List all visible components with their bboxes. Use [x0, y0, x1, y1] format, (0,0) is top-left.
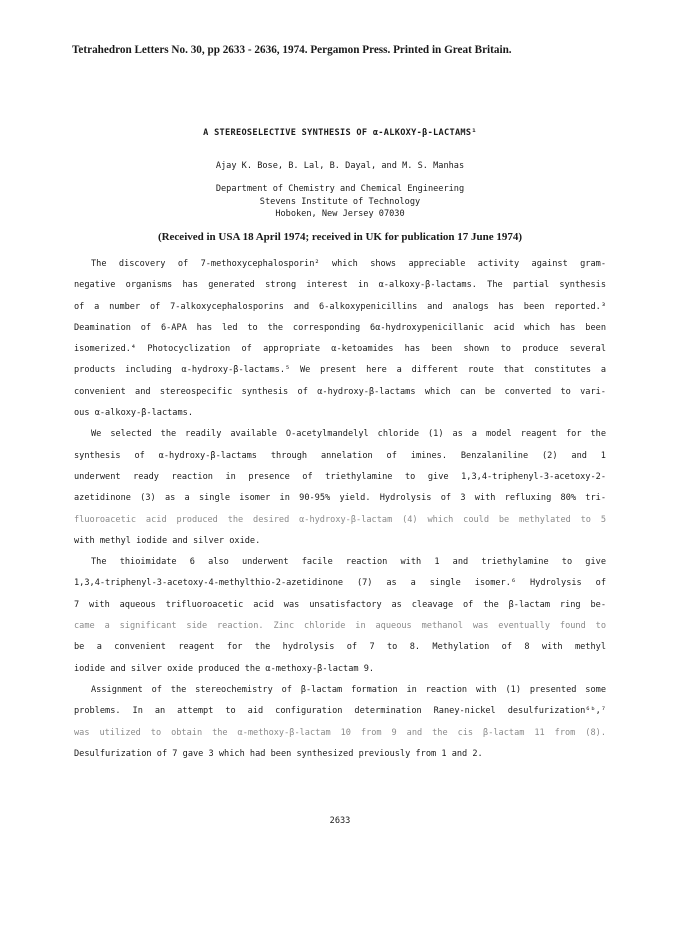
affiliation-line: Stevens Institute of Technology: [259, 196, 421, 207]
text-line: problems. In an attempt to aid configuration determination Raney-nickel desulfurization⁶ᵇ,⁷: [74, 706, 606, 717]
text-line: ous α-alkoxy-β-lactams.: [74, 408, 193, 419]
paragraph-4: [74, 680, 606, 765]
text-line: azetidinone (3) as a single isomer in 90-95% yield. Hydrolysis of 3 with refluxing 80% tri-: [74, 493, 606, 504]
text-line: iodide and silver oxide produced the α-methoxy-β-lactam 9.: [74, 663, 375, 674]
text-line: products including α-hydroxy-β-lactams.⁵ We present here a different route that constitutes a: [74, 365, 606, 376]
article-body: [74, 254, 606, 765]
text-line: underwent ready reaction in presence of triethylamine to give 1,3,4-triphenyl-3-acetoxy-2-: [74, 471, 606, 482]
text-line: 1,3,4-triphenyl-3-acetoxy-4-methylthio-2-azetidinone (7) as a single isomer.⁶ Hydrolysis of: [74, 578, 606, 589]
text-line: of a number of 7-alkoxycephalosporins and 6-alkoxypenicillins and analogs has been reported.³: [74, 301, 606, 312]
text-line: fluoroacetic acid produced the desired α-hydroxy-β-lactam (4) which could be methylated to 5: [74, 514, 606, 525]
text-line: Desulfurization of 7 gave 3 which had been synthesized previously from 1 and 2.: [74, 748, 483, 759]
text-line: negative organisms has generated strong interest in α-alkoxy-β-lactams. The partial synthesis: [74, 280, 606, 291]
text-line: We selected the readily available O-acetylmandelyl chloride (1) as a model reagent for the: [91, 429, 606, 440]
paragraph-2: [74, 424, 606, 552]
text-line: The thioimidate 6 also underwent facile reaction with 1 and triethylamine to give: [91, 557, 606, 568]
received-dates: (Received in USA 18 April 1974; received in UK for publication 17 June 1974): [157, 231, 523, 243]
text-line: synthesis of α-hydroxy-β-lactams through annelation of imines. Benzalaniline (2) and 1: [74, 450, 606, 461]
text-line: isomerized.⁴ Photocyclization of appropriate α-ketoamides has been shown to produce several: [74, 344, 606, 355]
affiliation-block: [0, 183, 680, 221]
text-line: Assignment of the stereochemistry of β-lactam formation in reaction with (1) presented some: [91, 684, 606, 695]
text-line: be a convenient reagent for the hydrolysis of 7 to 8. Methylation of 8 with methyl: [74, 642, 606, 653]
journal-header: Tetrahedron Letters No. 30, pp 2633 - 2636, 1974. Pergamon Press. Printed in Great Britain.: [72, 44, 512, 56]
page-number: 2633: [329, 816, 351, 826]
text-line: 7 with aqueous trifluoroacetic acid was unsatisfactory as cleavage of the β-lactam ring be-: [74, 599, 606, 610]
affiliation-line: Hoboken, New Jersey 07030: [275, 209, 405, 219]
paragraph-1: [74, 254, 606, 424]
affiliation-line: Department of Chemistry and Chemical Engineering: [215, 184, 465, 194]
article-title: A STEREOSELECTIVE SYNTHESIS OF α-ALKOXY-β-LACTAMS¹: [203, 128, 477, 138]
text-line: convenient and stereospecific synthesis of α-hydroxy-β-lactams which can be converted to vari-: [74, 386, 606, 397]
text-line: The discovery of 7-methoxycephalosporin² which shows appreciable activity against gram-: [91, 259, 606, 269]
text-line: came a significant side reaction. Zinc chloride in aqueous methanol was eventually found to: [74, 621, 606, 632]
text-line: with methyl iodide and silver oxide.: [74, 535, 261, 546]
paragraph-3: [74, 552, 606, 680]
author-list: Ajay K. Bose, B. Lal, B. Dayal, and M. S. Manhas: [215, 161, 465, 171]
text-line: Deamination of 6-APA has led to the corresponding 6α-hydroxypenicillanic acid which has been: [74, 322, 606, 333]
text-line: was utilized to obtain the α-methoxy-β-lactam 10 from 9 and the cis β-lactam 11 from (8).: [74, 727, 606, 738]
